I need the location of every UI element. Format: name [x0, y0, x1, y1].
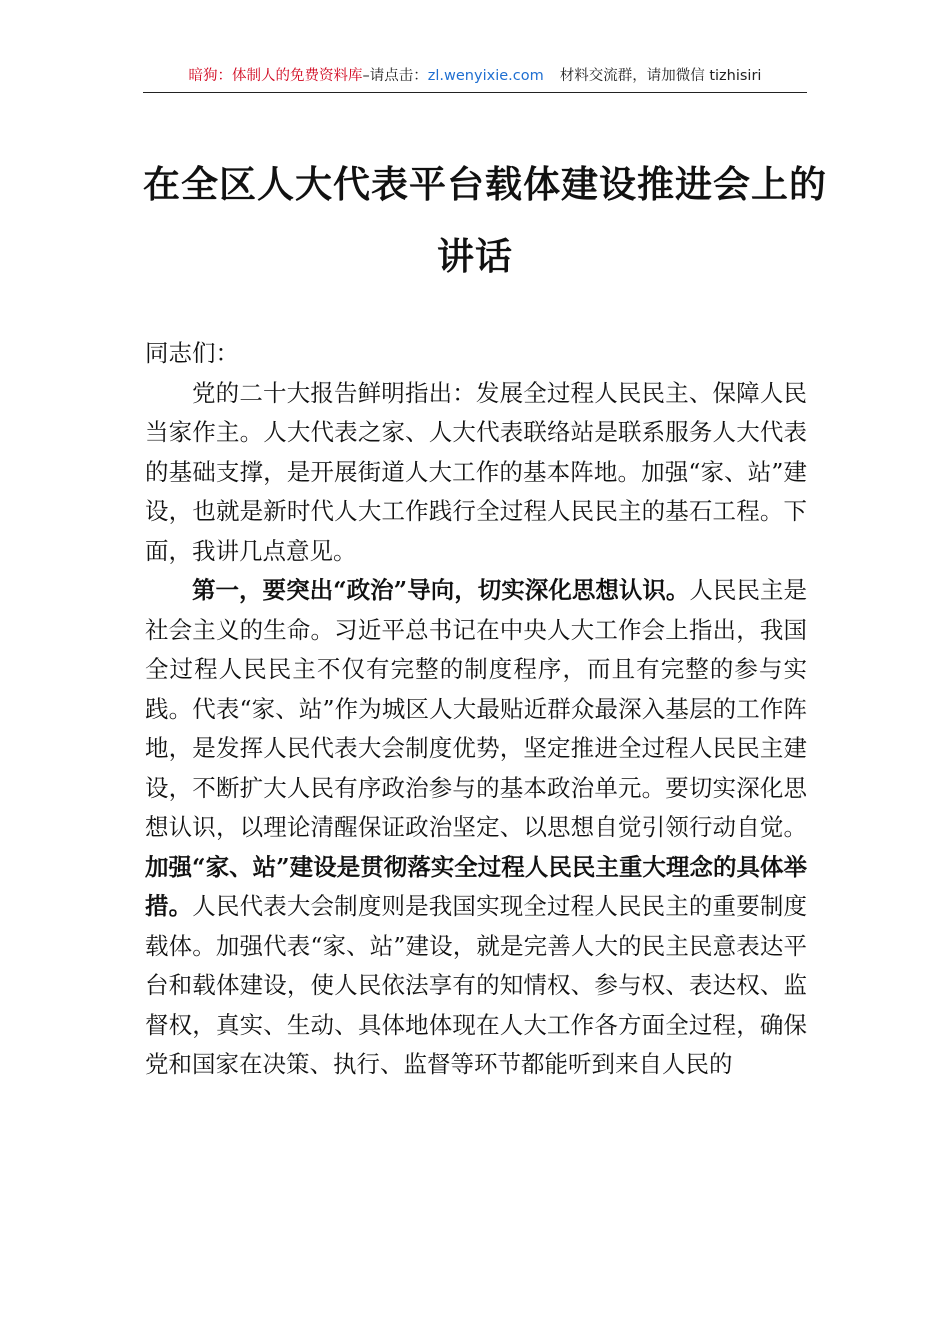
paragraph-intro: 党的二十大报告鲜明指出：发展全过程人民民主、保障人民当家作主。人大代表之家、人大代表联络站是联系服务人大代表的基础支撑，是开展街道人大工作的基本阵地。加强“家、站”建设，也就是新时代人大工作践行全过程人民民主的基石工程。下面，我讲几点意见。	[145, 378, 807, 565]
first-point-text: 人民民主是社会主义的生命。习近平总书记在中央人大工作会上指出，我国全过程人民民主不仅有完整的制度程序，而且有完整的参与实践。代表“家、站”作为城区人大最贴近群众最深入基层的工作阵地，是发挥人民代表大会制度优势，坚定推进全过程人民民主建设，不断扩大人民有序政治参与的基本政治单元。要切实深化思想认识，以理论清醒保证政治坚定、以思想自觉引领行动自觉。	[145, 576, 807, 841]
first-point-heading: 第一，要突出“政治”导向，切实深化思想认识。	[192, 576, 690, 604]
first-point-emphasis: 加强“家、站”建设是贯彻落实全过程人民民主重大理念的具体举措。	[145, 852, 807, 920]
header-contact: 材料交流群，请加微信 tizhisiri	[559, 68, 762, 84]
header-prompt: –请点击：	[362, 68, 428, 84]
document-title-line-2: 讲话	[437, 234, 513, 278]
page-header	[143, 64, 807, 93]
document-body	[145, 334, 807, 1085]
first-point-text-continued: 人民代表大会制度则是我国实现全过程人民民主的重要制度载体。加强代表“家、站”建设，就是完善人大的民主民意表达平台和载体建设，使人民依法享有的知情权、参与权、表达权、监督权，真实、生动、具体地体现在人大工作各方面全过程，确保党和国家在决策、执行、监督等环节都能听到来自人民的	[145, 892, 807, 1078]
document-title-line-1: 在全区人大代表平台载体建设推进会上的	[143, 162, 827, 206]
salutation: 同志们：	[145, 339, 239, 367]
header-brand: 暗狗：体制人的免费资料库	[188, 68, 363, 84]
paragraph-first-point	[145, 571, 807, 1085]
header-url-link[interactable]: zl.wenyixie.com	[427, 68, 544, 84]
